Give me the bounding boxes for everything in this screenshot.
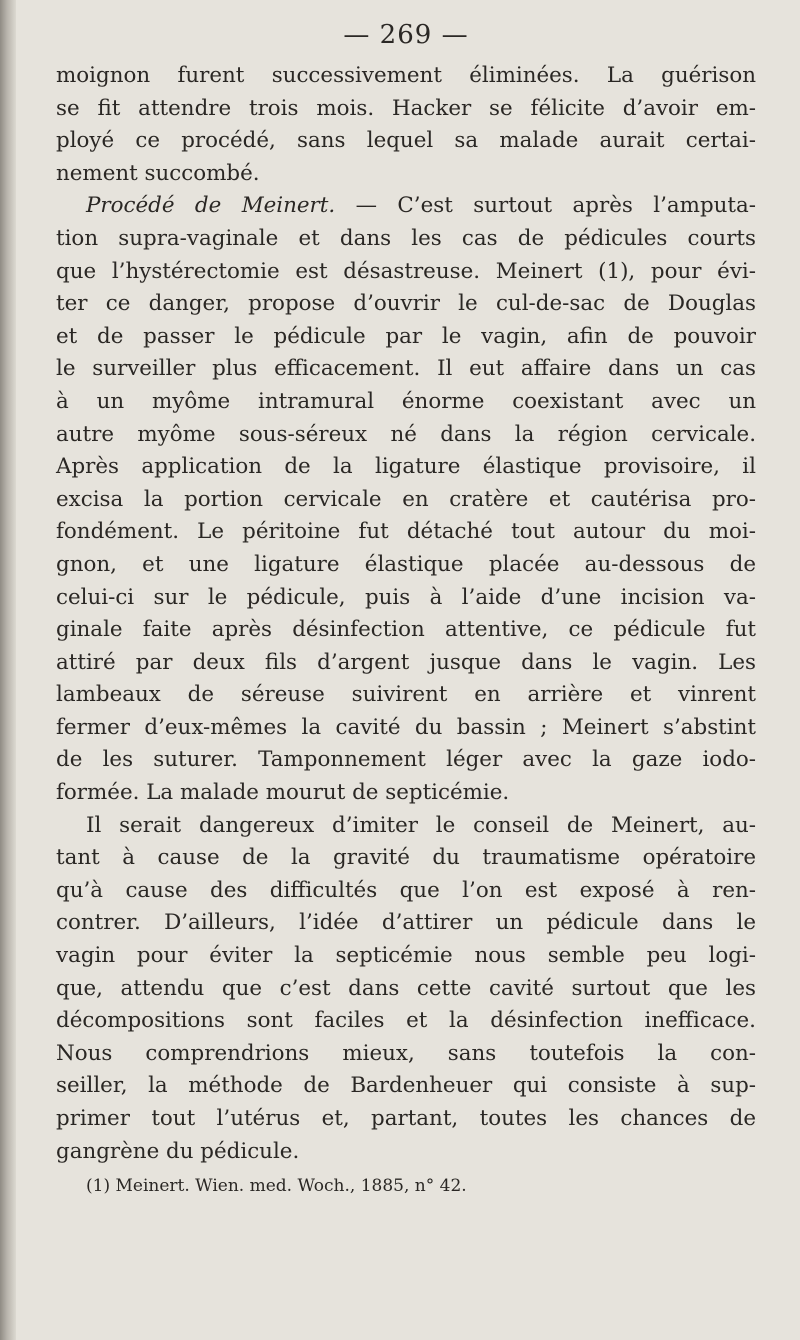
book-page xyxy=(56,20,756,1198)
text-line: ginale faite après désinfection attentive, ce pédicule fut xyxy=(56,617,756,643)
text-line: excisa la portion cervicale en cratère et cautérisa pro- xyxy=(56,486,756,512)
paragraph-continuation xyxy=(56,60,756,190)
text-line: fondément. Le péritoine fut détaché tout autour du moi- xyxy=(56,519,756,545)
text-line: seiller, la méthode de Bardenheuer qui consiste à sup- xyxy=(56,1073,756,1099)
text-line: Nous comprendrions mieux, sans toutefois la con- xyxy=(56,1040,756,1066)
text-line: se fit attendre trois mois. Hacker se félicite d’avoir em- xyxy=(56,95,756,121)
text-line: le surveiller plus efficacement. Il eut affaire dans un cas xyxy=(56,356,756,382)
paragraph-commentary xyxy=(56,810,756,1169)
footnote: (1) Meinert. Wien. med. Woch., 1885, n° 42. xyxy=(86,1176,467,1197)
text-line: contrer. D’ailleurs, l’idée d’attirer un pédicule dans le xyxy=(56,910,756,936)
text-line: nement succombé. xyxy=(56,160,260,186)
text-line: que l’hystérectomie est désastreuse. Meinert (1), pour évi- xyxy=(56,258,756,284)
text-line: ployé ce procédé, sans lequel sa malade aurait certai- xyxy=(56,128,756,154)
text-line: celui-ci sur le pédicule, puis à l’aide d’une incision va- xyxy=(56,584,756,610)
text-line: qu’à cause des difficultés que l’on est exposé à ren- xyxy=(56,877,756,903)
text-line: gangrène du pédicule. xyxy=(56,1138,300,1164)
text-line: tant à cause de la gravité du traumatisme opératoire xyxy=(56,845,756,871)
text-line: que, attendu que c’est dans cette cavité surtout que les xyxy=(56,975,756,1001)
text-line: formée. La malade mourut de septicémie. xyxy=(56,780,510,806)
section-heading: Procédé de Meinert. xyxy=(86,193,336,219)
text-line: à un myôme intramural énorme coexistant avec un xyxy=(56,388,756,414)
text-line: vagin pour éviter la septicémie nous semble peu logi- xyxy=(56,943,756,969)
text-line: de les suturer. Tamponnement léger avec la gaze iodo- xyxy=(56,747,756,773)
text-line: et de passer le pédicule par le vagin, afin de pouvoir xyxy=(56,323,756,349)
page-number: — 269 — xyxy=(343,20,469,50)
text-line: attiré par deux fils d’argent jusque dans le vagin. Les xyxy=(56,649,756,675)
text-line: décompositions sont faciles et la désinfection inefficace. xyxy=(56,1008,756,1034)
text-line: primer tout l’utérus et, partant, toutes les chances de xyxy=(56,1106,756,1131)
text-line: tion supra-vaginale et dans les cas de pédicules courts xyxy=(56,225,756,251)
text-line: gnon, et une ligature élastique placée au-dessous de xyxy=(56,551,756,577)
paragraph-meinert-procedure xyxy=(56,190,756,809)
text-line: ter ce danger, propose d’ouvrir le cul-de-sac de Douglas xyxy=(56,291,756,317)
text-line: fermer d’eux-mêmes la cavité du bassin ; Meinert s’abstint xyxy=(56,714,756,740)
text-line: Il serait dangereux d’imiter le conseil de Meinert, au- xyxy=(86,812,756,838)
text-line: Après application de la ligature élastique provisoire, il xyxy=(56,454,756,480)
text-line: lambeaux de séreuse suivirent en arrière et vinrent xyxy=(56,682,756,708)
text-line: moignon furent successivement éliminées. La guérison xyxy=(56,63,756,88)
text-line xyxy=(56,190,756,223)
text-line-content: — C’est surtout après l’amputa- xyxy=(355,193,756,219)
text-line: autre myôme sous-séreux né dans la région cervicale. xyxy=(56,421,756,447)
book-spine-shadow xyxy=(0,0,16,1340)
